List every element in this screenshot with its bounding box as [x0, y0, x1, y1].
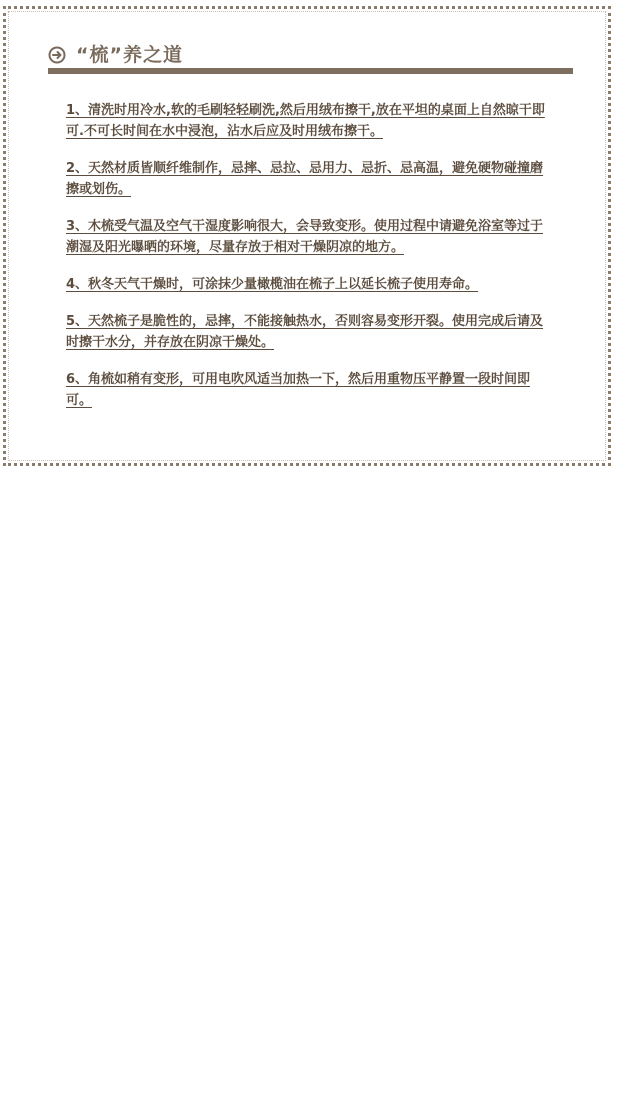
care-tips-list [66, 100, 556, 427]
section-title: “梳”养之道 [76, 44, 183, 66]
list-item [66, 369, 556, 411]
list-item [66, 158, 556, 200]
section-header [48, 44, 183, 66]
tip-text: 2、天然材质皆顺纤维制作，忌摔、忌拉、忌用力、忌折、忌高温，避免硬物碰撞磨擦或划伤。 [66, 161, 544, 197]
list-item [66, 100, 556, 142]
circle-arrow-right-icon [48, 46, 66, 64]
list-item [66, 311, 556, 353]
list-item [66, 216, 556, 258]
tip-text: 3、木梳受气温及空气干湿度影响很大，会导致变形。使用过程中请避免浴室等过于潮湿及阳光曝晒的环境，尽量存放于相对干燥阴凉的地方。 [66, 219, 544, 255]
tip-text: 4、秋冬天气干燥时，可涂抹少量橄榄油在梳子上以延长梳子使用寿命。 [66, 277, 479, 292]
list-item [66, 274, 556, 295]
tip-text: 1、清洗时用冷水,软的毛刷轻轻刷洗,然后用绒布擦干,放在平坦的桌面上自然晾干即可.不可长时间在水中浸泡，沾水后应及时用绒布擦干。 [66, 103, 545, 139]
tip-text: 5、天然梳子是脆性的，忌摔，不能接触热水，否则容易变形开裂。使用完成后请及时擦干水分，并存放在阴凉干燥处。 [66, 314, 544, 350]
title-divider-bar [48, 68, 573, 74]
tip-text: 6、角梳如稍有变形，可用电吹风适当加热一下，然后用重物压平静置一段时间即可。 [66, 372, 531, 408]
